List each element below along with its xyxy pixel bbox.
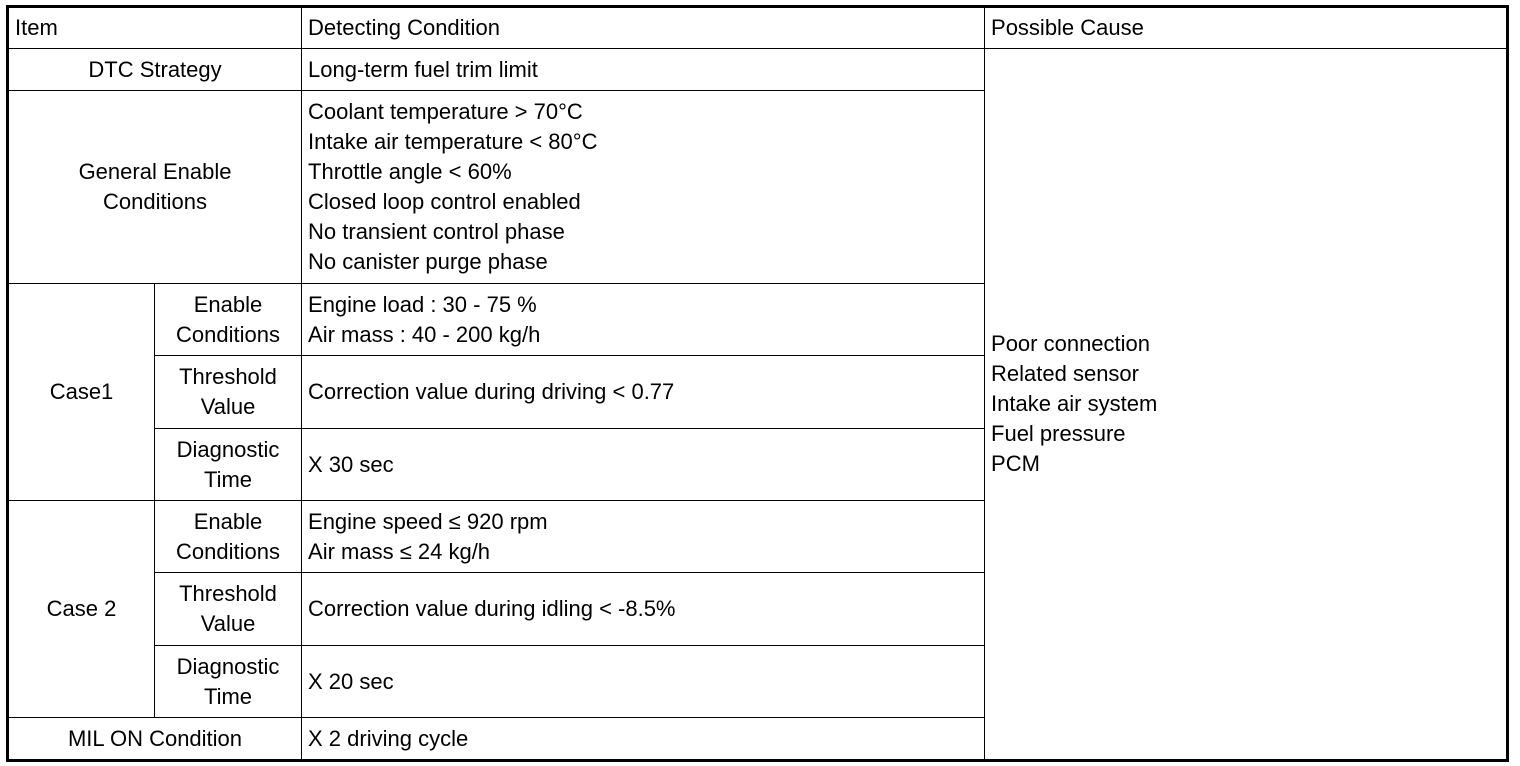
case1-enable-label <box>155 284 302 356</box>
case2-label: Case 2 <box>9 501 155 718</box>
case2-enable-label <box>155 501 302 573</box>
cause-item: Intake air system <box>991 391 1158 416</box>
dtc-table <box>8 7 1507 760</box>
sub-label-line: Enable <box>193 508 263 534</box>
sub-label-line: Conditions <box>176 321 280 347</box>
cause-item: Poor connection <box>991 331 1151 356</box>
condition-line: Throttle angle < 60% <box>308 159 512 184</box>
sub-label-line: Time <box>203 683 253 709</box>
condition-line: Coolant temperature > 70°C <box>308 99 583 124</box>
general-label-line: Conditions <box>103 189 207 214</box>
general-enable-values <box>302 91 985 284</box>
mil-on-value: X 2 driving cycle <box>302 718 985 760</box>
general-label-line: General Enable <box>78 159 232 184</box>
header-possible-cause: Possible Cause <box>985 8 1507 49</box>
sub-label-line: Time <box>203 466 253 492</box>
case2-diagnostic-label <box>155 646 302 718</box>
sub-label-line: Diagnostic <box>176 436 280 462</box>
row-dtc-strategy <box>9 49 1507 91</box>
condition-line: Intake air temperature < 80°C <box>308 129 598 154</box>
cause-item: Related sensor <box>991 361 1139 386</box>
sub-label-line: Threshold <box>179 364 277 389</box>
case2-threshold-label <box>155 573 302 646</box>
case1-diagnostic-value: X 30 sec <box>302 429 985 501</box>
condition-line: Air mass : 40 - 200 kg/h <box>308 321 541 347</box>
header-detecting-condition: Detecting Condition <box>302 8 985 49</box>
possible-causes-cell <box>985 49 1507 760</box>
sub-label-line: Conditions <box>176 538 280 564</box>
dtc-strategy-label: DTC Strategy <box>9 49 302 91</box>
condition-line: Closed loop control enabled <box>308 189 581 214</box>
dtc-strategy-value: Long-term fuel trim limit <box>302 49 985 91</box>
condition-line: Engine speed ≤ 920 rpm <box>308 508 548 534</box>
sub-label-line: Threshold <box>179 581 277 606</box>
case2-enable-values <box>302 501 985 573</box>
condition-line: Engine load : 30 - 75 % <box>308 291 537 317</box>
condition-line: Air mass ≤ 24 kg/h <box>308 538 491 564</box>
case1-diagnostic-label <box>155 429 302 501</box>
sub-label-line: Enable <box>193 291 263 317</box>
cause-item: Fuel pressure <box>991 421 1126 446</box>
case1-threshold-value: Correction value during driving < 0.77 <box>302 356 985 429</box>
sub-label-line: Value <box>200 394 256 419</box>
condition-line: No transient control phase <box>308 219 565 244</box>
sub-label-line: Diagnostic <box>176 653 280 679</box>
sub-label-line: Value <box>200 611 256 636</box>
case2-threshold-value: Correction value during idling < -8.5% <box>302 573 985 646</box>
case2-diagnostic-value: X 20 sec <box>302 646 985 718</box>
header-row <box>9 8 1507 49</box>
condition-line: No canister purge phase <box>308 249 548 274</box>
case1-threshold-label <box>155 356 302 429</box>
header-item: Item <box>9 8 302 49</box>
mil-on-label: MIL ON Condition <box>9 718 302 760</box>
general-enable-label <box>9 91 302 284</box>
cause-item: PCM <box>991 451 1040 476</box>
case1-label: Case1 <box>9 284 155 501</box>
case1-enable-values <box>302 284 985 356</box>
